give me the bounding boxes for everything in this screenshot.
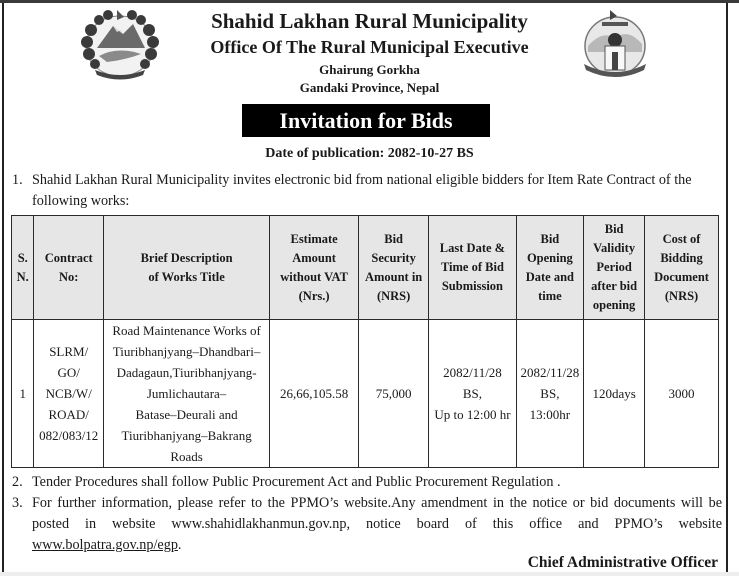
paragraph-2 — [12, 472, 722, 493]
office-location: Ghairung Gorkha — [319, 62, 420, 77]
cell-document-cost: 3000 — [645, 320, 719, 468]
paragraph-number: 2. — [12, 474, 23, 490]
office-province: Gandaki Province, Nepal — [299, 80, 440, 95]
paragraph-1 — [12, 170, 722, 212]
bolpatra-link[interactable]: www.bolpatra.gov.np/egp — [32, 537, 178, 553]
cell-bid-security: 75,000 — [358, 320, 428, 468]
col-opening-date: Bid Opening Date and time — [516, 216, 584, 320]
municipality-name: Shahid Lakhan Rural Municipality — [211, 9, 528, 33]
paragraph-text-end: . — [177, 537, 182, 553]
notice-title: Invitation for Bids — [242, 104, 490, 137]
paragraph-text: Tender Procedures shall follow Public Procurement Act and Public Procurement Regulation . — [32, 474, 561, 490]
cell-validity: 120days — [584, 320, 645, 468]
publication-date: Date of publication: 2082-10-27 BS — [265, 146, 474, 161]
col-serial-number: S. N. — [12, 216, 34, 320]
cell-serial-number: 1 — [12, 320, 34, 468]
col-last-date: Last Date & Time of Bid Submission — [429, 216, 516, 320]
col-contract-no: Contract No: — [34, 216, 103, 320]
bottom-edge-band — [0, 572, 739, 576]
cell-opening-date: 2082/11/28 BS, 13:00hr — [516, 320, 584, 468]
office-name: Office Of The Rural Municipal Executive — [210, 37, 529, 57]
col-bid-security: Bid Security Amount in (NRS) — [358, 216, 428, 320]
paragraph-3 — [12, 493, 722, 556]
table-row — [12, 320, 719, 468]
col-description: Brief Description of Works Title — [103, 216, 269, 320]
paragraph-text: Shahid Lakhan Rural Municipality invites electronic bid from national eligible bidders for Item Rate Contract of the following works: — [32, 172, 692, 209]
col-estimate-amount: Estimate Amount without VAT (Nrs.) — [270, 216, 359, 320]
paragraph-number: 1. — [12, 172, 23, 188]
cell-last-date: 2082/11/28 BS, Up to 12:00 hr — [429, 320, 516, 468]
cell-description: Road Maintenance Works of Tiuribhanjyang–Dhandbari– Dadagaun,Tiuribhanjyang- Jumlichautara– Batase–Deurali and Tiuribhanjyang–Bakrang Roads — [103, 320, 269, 468]
paragraph-text — [32, 493, 722, 556]
cell-contract-no: SLRM/ GO/ NCB/W/ ROAD/ 082/083/12 — [34, 320, 103, 468]
bids-table — [11, 215, 719, 468]
paragraph-number: 3. — [12, 495, 23, 511]
top-edge-band — [0, 0, 739, 3]
col-validity: Bid Validity Period after bid opening — [584, 216, 645, 320]
col-document-cost: Cost of Bidding Document (NRS) — [645, 216, 719, 320]
paragraph-text-main: For further information, please refer to the PPMO’s website.Any amendment in the notice or bid documents will be posted in website www.shahidlakhanmun.gov.np, notice board of this office and PPMO’s website — [32, 495, 722, 532]
signature-title: Chief Administrative Officer — [527, 554, 718, 571]
table-header-row — [12, 216, 719, 320]
cell-estimate-amount: 26,66,105.58 — [270, 320, 359, 468]
